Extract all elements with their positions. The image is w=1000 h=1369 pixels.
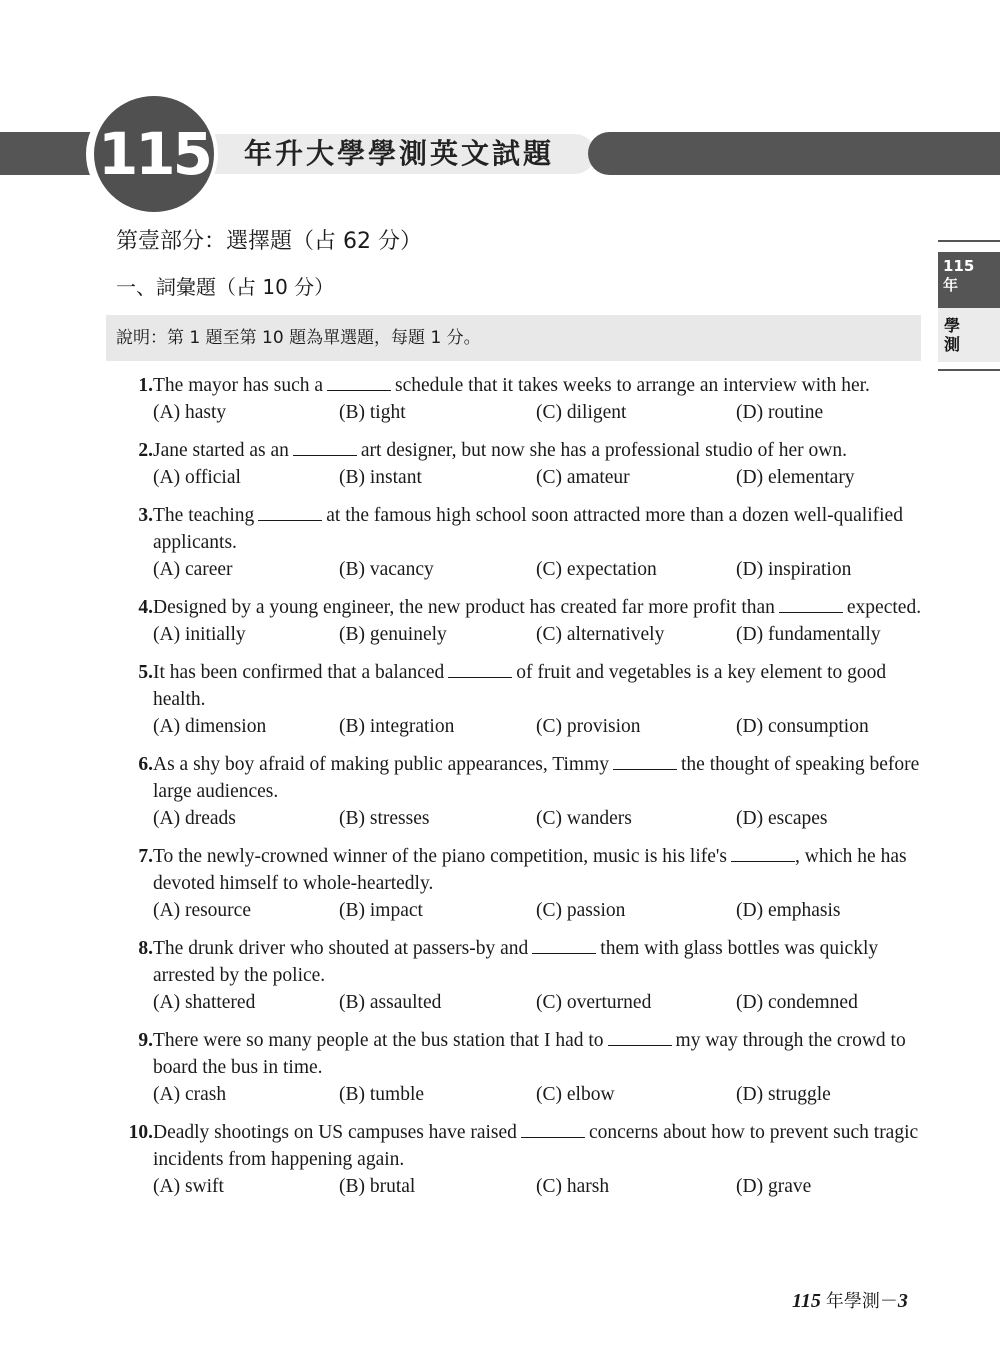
question-text-before: The teaching [153, 505, 255, 526]
option-d[interactable]: (D) escapes [736, 808, 828, 829]
option-b[interactable]: (B) brutal [339, 1176, 416, 1197]
option-d[interactable]: (D) grave [736, 1176, 812, 1197]
question-text-after: schedule that it takes weeks to arrange an interview with her. [395, 375, 870, 396]
question-item [110, 751, 925, 832]
option-a[interactable]: (A) swift [153, 1176, 224, 1197]
question-number: 1. [138, 375, 153, 396]
answer-options [153, 1081, 925, 1108]
banner-year-number: 115 [97, 120, 211, 188]
footer-label: 年學測 [825, 1291, 880, 1312]
option-c[interactable]: (C) diligent [536, 402, 627, 423]
answer-options [153, 621, 925, 648]
option-a[interactable]: (A) crash [153, 1084, 227, 1105]
question-text-before: Jane started as an [153, 440, 289, 461]
option-d[interactable]: (D) fundamentally [736, 624, 881, 645]
question-item [110, 437, 925, 491]
page-number: 3 [897, 1290, 908, 1312]
question-item [110, 502, 925, 583]
option-c[interactable]: (C) wanders [536, 808, 632, 829]
answer-blank [293, 437, 357, 456]
side-tab-exam-char2: 測 [944, 335, 961, 354]
answer-options [153, 464, 925, 491]
side-tab-divider-top [938, 240, 1000, 242]
option-d[interactable]: (D) elementary [736, 467, 855, 488]
question-number: 5. [138, 662, 153, 683]
question-item [110, 935, 925, 1016]
side-tab-divider-bottom [938, 369, 1000, 371]
footer-dash: － [879, 1291, 898, 1312]
option-b[interactable]: (B) genuinely [339, 624, 447, 645]
answer-blank [731, 843, 795, 862]
question-stem [153, 502, 925, 556]
question-stem [153, 659, 925, 713]
option-a[interactable]: (A) official [153, 467, 241, 488]
answer-options [153, 1173, 925, 1200]
question-item [110, 1119, 925, 1200]
question-stem [153, 1027, 925, 1081]
option-d[interactable]: (D) inspiration [736, 559, 852, 580]
question-text-before: The mayor has such a [153, 375, 324, 396]
option-c[interactable]: (C) expectation [536, 559, 657, 580]
footer-year: 115 [792, 1290, 821, 1312]
option-c[interactable]: (C) elbow [536, 1084, 615, 1105]
question-stem [153, 935, 925, 989]
option-b[interactable]: (B) assaulted [339, 992, 442, 1013]
option-a[interactable]: (A) initially [153, 624, 246, 645]
option-a[interactable]: (A) shattered [153, 992, 256, 1013]
question-number: 6. [138, 754, 153, 775]
question-text-after: art designer, but now she has a professional studio of her own. [360, 440, 847, 461]
option-a[interactable]: (A) hasty [153, 402, 227, 423]
question-number: 7. [138, 846, 153, 867]
question-number: 9. [138, 1030, 153, 1051]
question-number: 2. [138, 440, 153, 461]
question-item [110, 594, 925, 648]
answer-blank [779, 594, 843, 613]
part-heading: 第壹部分：選擇題（占 62 分） [116, 229, 422, 254]
question-text-before: It has been confirmed that a balanced [153, 662, 445, 683]
question-text-before: Deadly shootings on US campuses have raised [153, 1122, 517, 1143]
side-tab-year-number: 115 [943, 257, 975, 275]
question-list [110, 372, 925, 1211]
page-title: 年升大學學測英文試題 [244, 137, 555, 170]
option-d[interactable]: (D) emphasis [736, 900, 841, 921]
question-text-before: The drunk driver who shouted at passers-by and [153, 938, 529, 959]
option-a[interactable]: (A) career [153, 559, 233, 580]
question-text-after: at the famous high school soon attracted more than a dozen well-qualified applicants. [153, 505, 903, 553]
answer-options [153, 556, 925, 583]
question-text-after: my way through the crowd to board the bus in time. [153, 1030, 906, 1078]
option-a[interactable]: (A) dimension [153, 716, 267, 737]
question-number: 8. [138, 938, 153, 959]
option-c[interactable]: (C) passion [536, 900, 626, 921]
answer-options [153, 399, 925, 426]
answer-options [153, 713, 925, 740]
answer-options [153, 805, 925, 832]
question-text-after: of fruit and vegetables is a key element to good health. [153, 662, 887, 710]
instruction-box: 說明：第 1 題至第 10 題為單選題，每題 1 分。 [106, 315, 921, 361]
answer-blank [258, 502, 322, 521]
answer-blank [448, 659, 512, 678]
option-c[interactable]: (C) overturned [536, 992, 652, 1013]
question-text-before: There were so many people at the bus station that I had to [153, 1030, 604, 1051]
option-b[interactable]: (B) impact [339, 900, 423, 921]
answer-blank [613, 751, 677, 770]
answer-blank [532, 935, 596, 954]
question-item [110, 843, 925, 924]
question-stem [153, 751, 925, 805]
question-text-after: , which he has devoted himself to whole-heartedly. [153, 846, 907, 894]
question-item [110, 659, 925, 740]
option-c[interactable]: (C) provision [536, 716, 641, 737]
option-b[interactable]: (B) tumble [339, 1084, 425, 1105]
option-c[interactable]: (C) amateur [536, 467, 630, 488]
question-text-before: To the newly-crowned winner of the piano competition, music is his life's [153, 846, 728, 867]
question-stem [153, 437, 925, 464]
side-tab-year-char: 年 [943, 276, 959, 294]
section-heading: 一、詞彙題（占 10 分） [116, 275, 335, 299]
option-b[interactable]: (B) tight [339, 402, 406, 423]
question-stem [153, 843, 925, 897]
option-d[interactable]: (D) struggle [736, 1084, 831, 1105]
question-text-after: the thought of speaking before large audiences. [153, 754, 920, 802]
question-stem [153, 594, 925, 621]
answer-blank [327, 372, 391, 391]
option-d[interactable]: (D) condemned [736, 992, 858, 1013]
question-text-after: them with glass bottles was quickly arrested by the police. [153, 938, 879, 986]
option-c[interactable]: (C) harsh [536, 1176, 610, 1197]
side-tab-year[interactable] [938, 252, 1000, 308]
banner-year-badge [94, 96, 214, 212]
option-d[interactable]: (D) routine [736, 402, 824, 423]
option-b[interactable]: (B) integration [339, 716, 455, 737]
option-b[interactable]: (B) vacancy [339, 559, 434, 580]
answer-blank [608, 1027, 672, 1046]
question-item [110, 372, 925, 426]
option-a[interactable]: (A) resource [153, 900, 251, 921]
question-item [110, 1027, 925, 1108]
question-number: 3. [138, 505, 153, 526]
question-stem [153, 372, 925, 399]
question-number: 10. [128, 1122, 153, 1143]
question-stem [153, 1119, 925, 1173]
answer-options [153, 897, 925, 924]
option-d[interactable]: (D) consumption [736, 716, 869, 737]
question-number: 4. [138, 597, 153, 618]
option-b[interactable]: (B) stresses [339, 808, 430, 829]
option-a[interactable]: (A) dreads [153, 808, 236, 829]
answer-options [153, 989, 925, 1016]
question-text-before: As a shy boy afraid of making public appearances, Timmy [153, 754, 609, 775]
option-b[interactable]: (B) instant [339, 467, 422, 488]
page-footer [792, 1287, 908, 1313]
option-c[interactable]: (C) alternatively [536, 624, 665, 645]
banner-bar-right [588, 132, 1000, 175]
question-text-after: concerns about how to prevent such tragic incidents from happening again. [153, 1122, 919, 1170]
side-tab-exam[interactable] [938, 308, 1000, 362]
question-text-after: expected. [846, 597, 922, 618]
question-text-before: Designed by a young engineer, the new product has created far more profit than [153, 597, 775, 618]
answer-blank [521, 1119, 585, 1138]
side-tab-exam-char1: 學 [944, 316, 961, 335]
